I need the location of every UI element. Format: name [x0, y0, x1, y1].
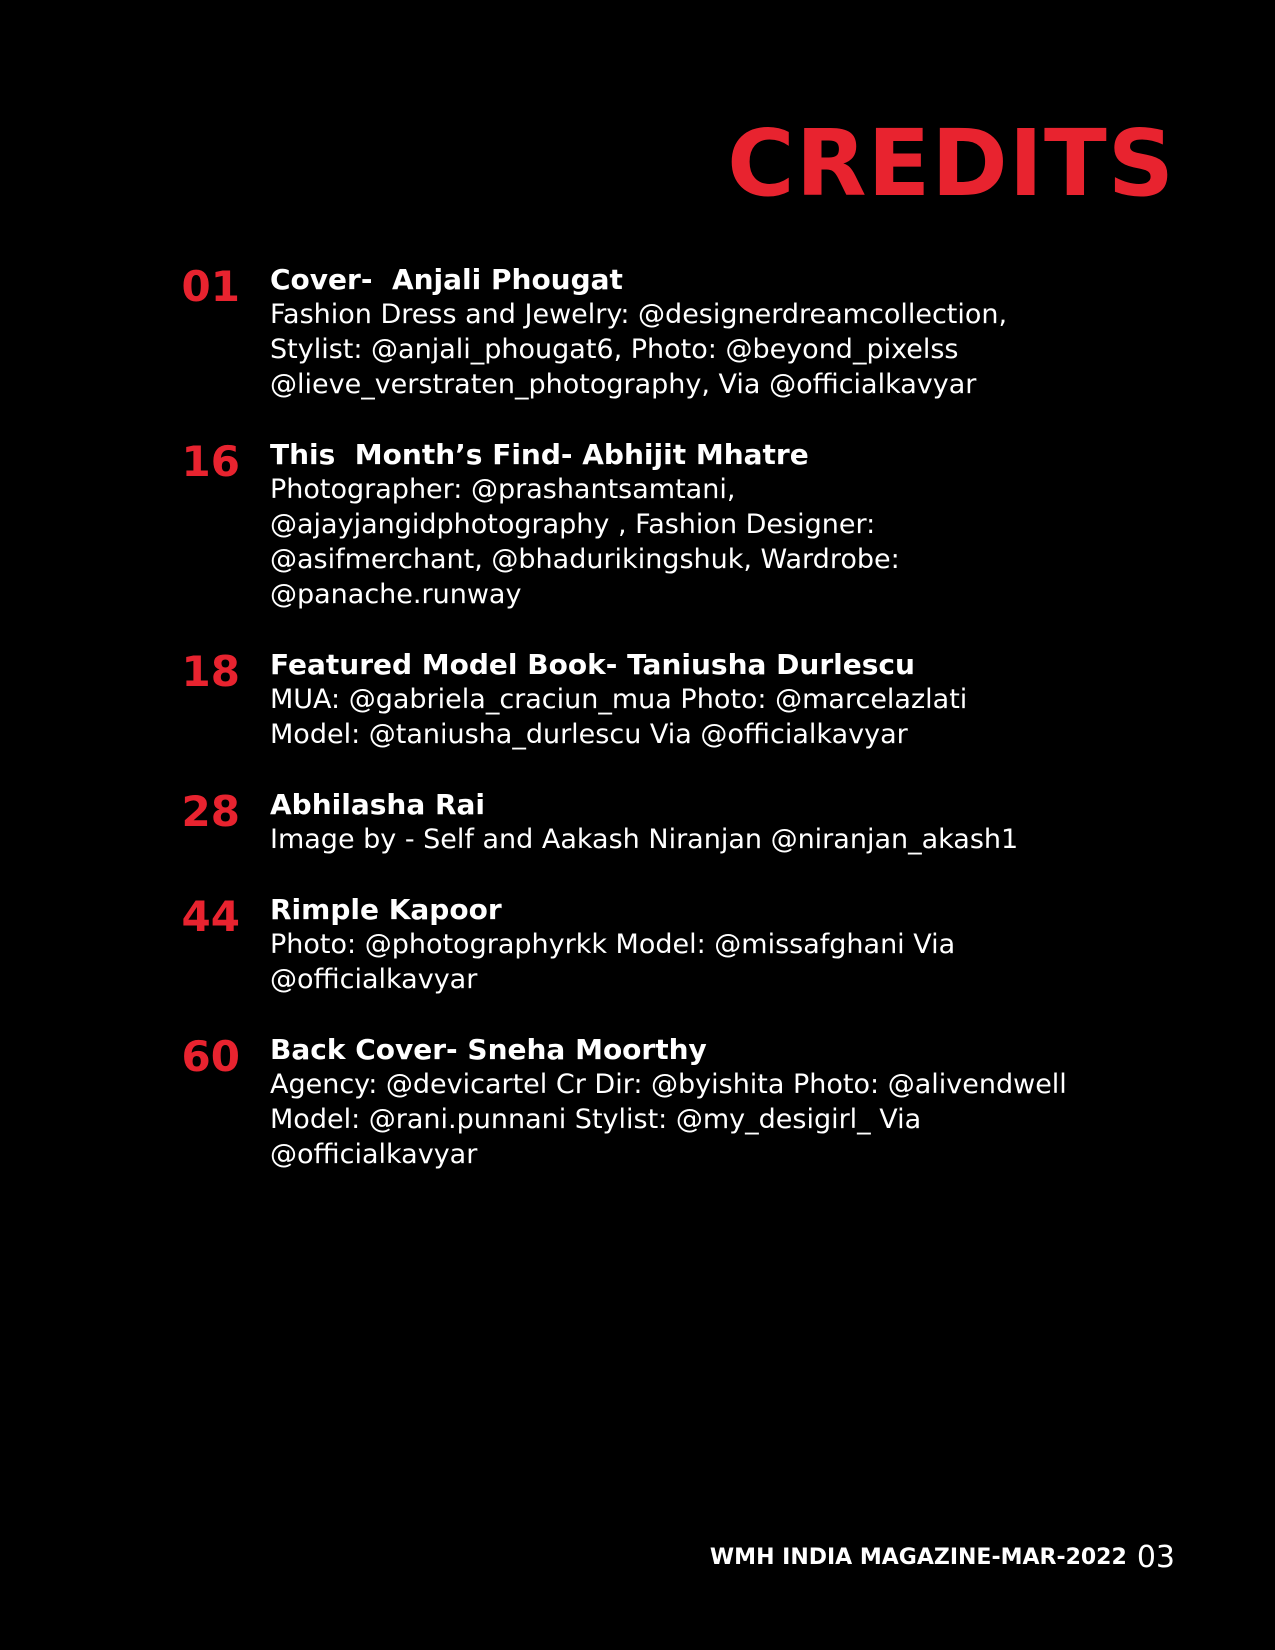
credit-line: @ajayjangidphotography , Fashion Designer: — [270, 509, 876, 540]
credit-page-number: 28 — [181, 787, 240, 836]
credit-body — [270, 787, 1220, 857]
credit-page-number: 16 — [181, 437, 240, 486]
credit-body — [270, 262, 1220, 402]
credit-line: @officialkavyar — [270, 1139, 478, 1170]
credit-body — [270, 1032, 1220, 1172]
credit-line: Image by - Self and Aakash Niranjan @niranjan_akash1 — [270, 824, 1019, 855]
credit-heading: Cover- Anjali Phougat — [270, 263, 623, 296]
page-title: CREDITS — [727, 110, 1175, 217]
credit-heading: Featured Model Book- Taniusha Durlescu — [270, 648, 915, 681]
credit-line: @asifmerchant, @bhadurikingshuk, Wardrobe: — [270, 544, 900, 575]
credit-line: Model: @taniusha_durlescu Via @officialkavyar — [270, 719, 908, 750]
credit-line: Stylist: @anjali_phougat6, Photo: @beyond_pixelss — [270, 334, 959, 365]
page-footer — [710, 1540, 1175, 1575]
credit-heading: Abhilasha Rai — [270, 788, 486, 821]
credit-line: Agency: @devicartel Cr Dir: @byishita Photo: @alivendwell — [270, 1069, 1067, 1100]
credit-line: MUA: @gabriela_craciun_mua Photo: @marcelazlati — [270, 684, 968, 715]
credit-body — [270, 892, 1220, 997]
credit-page-number: 44 — [181, 892, 240, 941]
credit-line: @panache.runway — [270, 579, 522, 610]
credit-heading: Rimple Kapoor — [270, 893, 502, 926]
credit-line: Model: @rani.punnani Stylist: @my_desigirl_ Via — [270, 1104, 922, 1135]
credit-body — [270, 647, 1220, 752]
credit-line: Photo: @photographyrkk Model: @missafghani Via — [270, 929, 956, 960]
magazine-issue-label: WMH INDIA MAGAZINE-MAR-2022 — [709, 1545, 1127, 1570]
credit-line: @officialkavyar — [270, 964, 478, 995]
credit-line: Fashion Dress and Jewelry: @designerdreamcollection, — [270, 299, 1008, 330]
credit-line: @lieve_verstraten_photography, Via @officialkavyar — [270, 369, 977, 400]
credit-line: Photographer: @prashantsamtani, — [270, 474, 736, 505]
credit-page-number: 01 — [181, 262, 240, 311]
credit-page-number: 60 — [181, 1032, 240, 1081]
credit-page-number: 18 — [181, 647, 240, 696]
credit-heading: Back Cover- Sneha Moorthy — [270, 1033, 707, 1066]
credit-body — [270, 437, 1220, 612]
page-number: 03 — [1136, 1540, 1175, 1575]
credit-heading: This Month’s Find- Abhijit Mhatre — [270, 438, 809, 471]
